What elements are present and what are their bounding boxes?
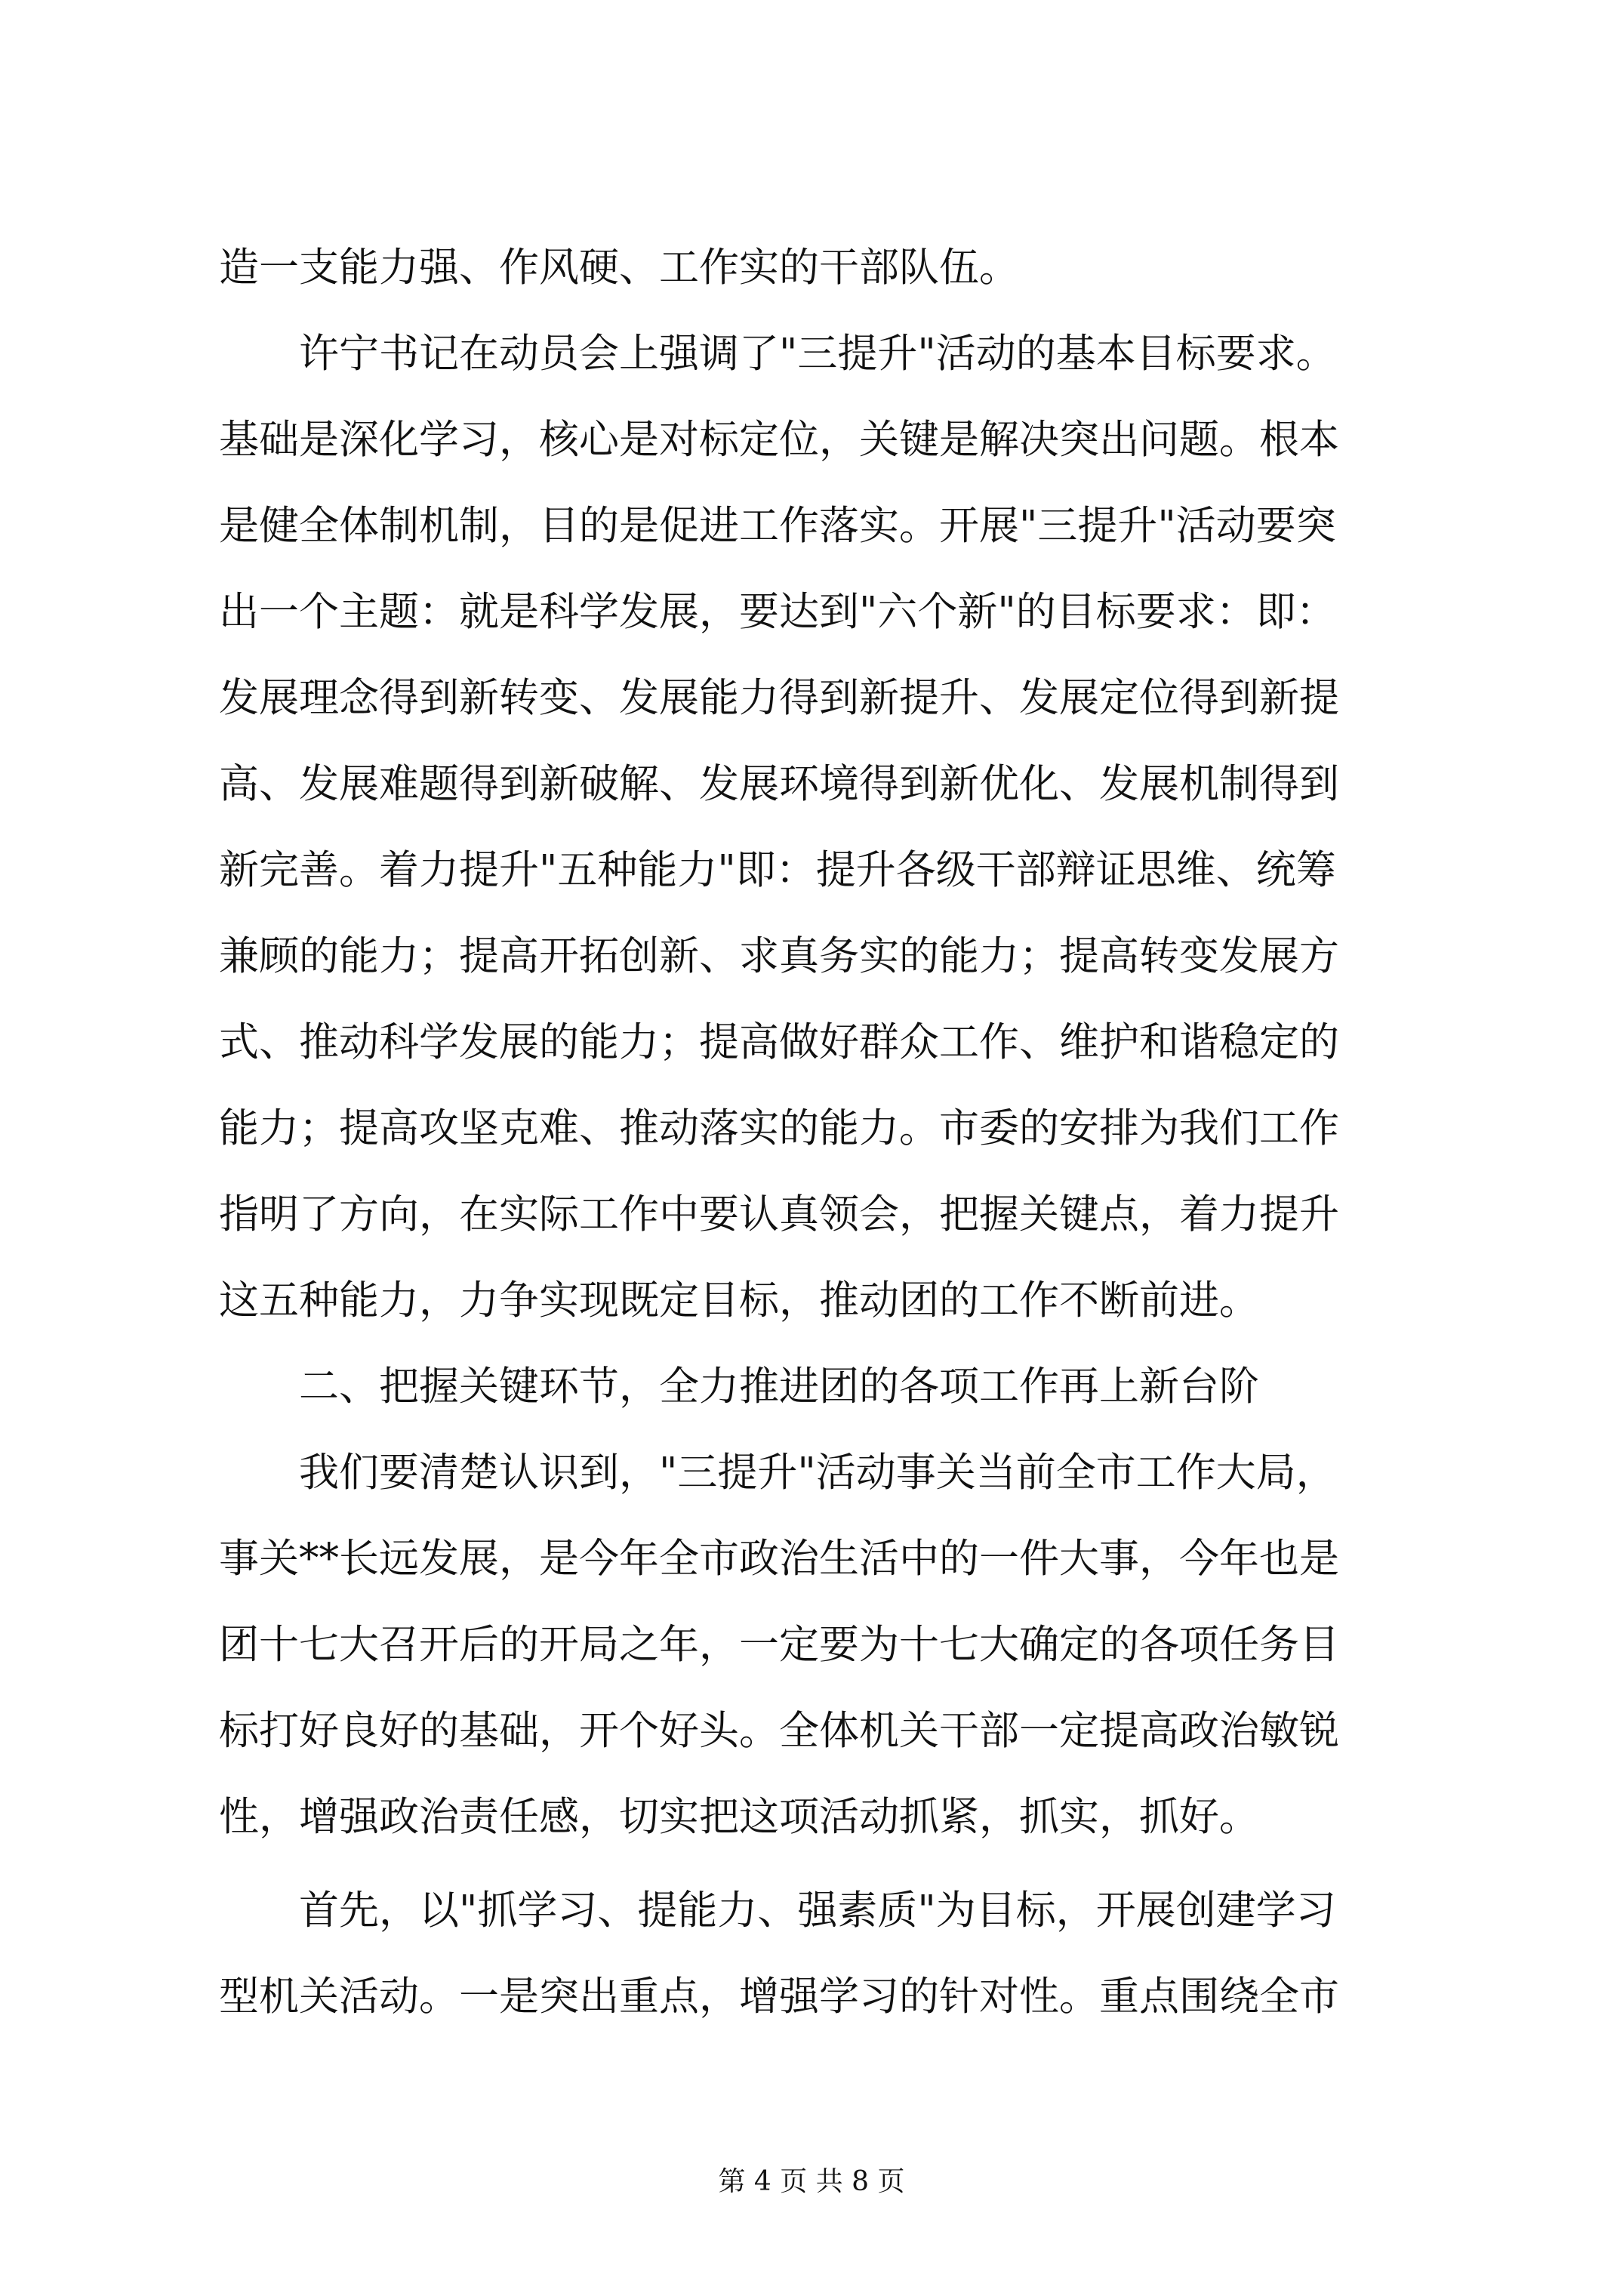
text-line-17: 团十七大召开后的开局之年，一定要为十七大确定的各项任务目 <box>219 1622 1339 1668</box>
text-line-9: 兼顾的能力；提高开拓创新、求真务实的能力；提高转变发展方 <box>219 933 1339 979</box>
text-line-21: 型机关活动。一是突出重点，增强学习的针对性。重点围绕全市 <box>219 1974 1339 2020</box>
text-line-11: 能力；提高攻坚克难、推动落实的能力。市委的安排为我们工作 <box>219 1105 1339 1151</box>
page-footer: 第 4 页 共 8 页 <box>718 2166 905 2197</box>
text-line-12: 指明了方向，在实际工作中要认真领会，把握关键点，着力提升 <box>219 1191 1339 1237</box>
text-line-19: 性，增强政治责任感，切实把这项活动抓紧，抓实，抓好。 <box>219 1794 1259 1840</box>
text-line-8: 新完善。着力提升"五种能力"即：提升各级干部辩证思维、统筹 <box>219 847 1336 893</box>
text-line-1: 造一支能力强、作风硬、工作实的干部队伍。 <box>219 245 1019 291</box>
text-line-7: 高、发展难题得到新破解、发展环境得到新优化、发展机制得到 <box>219 761 1339 807</box>
text-line-16: 事关**长远发展，是今年全市政治生活中的一件大事，今年也是 <box>219 1536 1339 1582</box>
text-line-15: 我们要清楚认识到，"三提升"活动事关当前全市工作大局， <box>219 1450 1336 1496</box>
paragraph-gap <box>219 1860 1427 1868</box>
text-line-13: 这五种能力，力争实现既定目标，推动团的工作不断前进。 <box>219 1277 1259 1324</box>
text-line-20: 首先，以"抓学习、提能力、强素质"为目标，开展创建学习 <box>219 1888 1336 1934</box>
text-line-2: 许宁书记在动员会上强调了"三提升"活动的基本目标要求。 <box>219 331 1336 377</box>
text-line-3: 基础是深化学习，核心是对标定位，关键是解决突出问题。根本 <box>219 417 1339 463</box>
text-line-4: 是健全体制机制，目的是促进工作落实。开展"三提升"活动要突 <box>219 503 1336 549</box>
text-line-10: 式、推动科学发展的能力；提高做好群众工作、维护和谐稳定的 <box>219 1019 1339 1065</box>
document-body <box>219 225 1427 2040</box>
text-line-6: 发展理念得到新转变、发展能力得到新提升、发展定位得到新提 <box>219 675 1339 721</box>
section-heading: 二、把握关键环节，全力推进团的各项工作再上新台阶 <box>219 1364 1259 1410</box>
text-line-5: 出一个主题：就是科学发展，要达到"六个新"的目标要求：即： <box>219 589 1336 635</box>
text-line-18: 标打好良好的基础，开个好头。全体机关干部一定提高政治敏锐 <box>219 1708 1339 1754</box>
